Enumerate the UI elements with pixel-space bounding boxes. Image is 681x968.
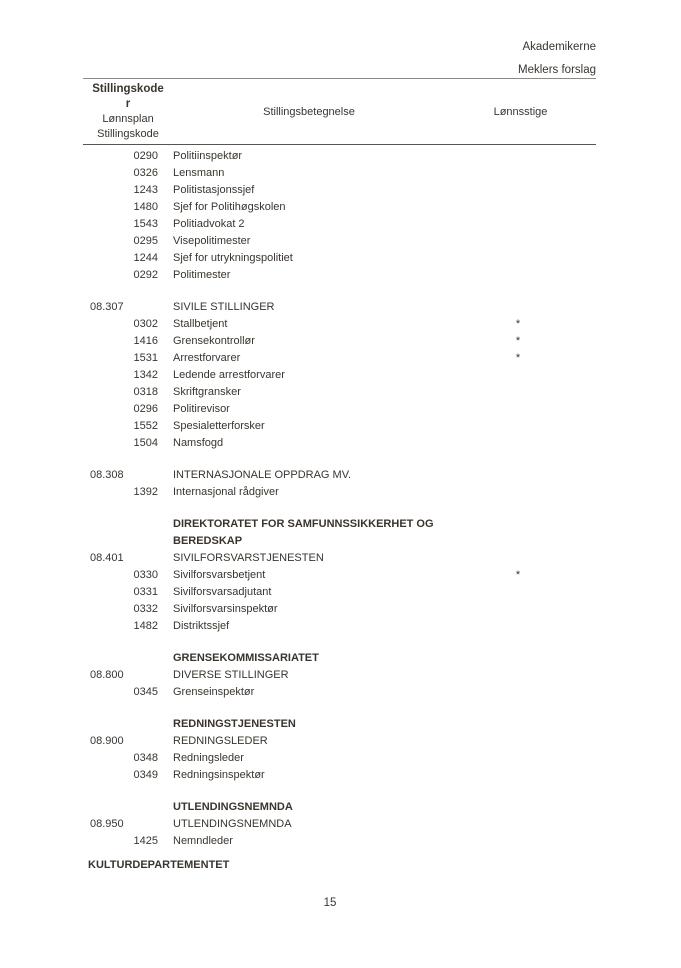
lonnsstige-cell — [440, 667, 596, 684]
stillingskode-cell: 0292 — [133, 269, 158, 281]
betegnelse-cell: DIREKTORATET FOR SAMFUNNSSIKKERHET OG BEREDSKAP — [173, 518, 434, 547]
stillingskode-cell — [131, 516, 158, 550]
betegnelse-cell: Skriftgransker — [173, 386, 241, 398]
table-row — [83, 250, 596, 267]
lonnsplan-cell — [83, 516, 131, 550]
lonnsplan-cell — [83, 367, 131, 384]
lonnsplan-cell: 08.800 — [90, 669, 124, 681]
lonnsplan-cell: 08.950 — [90, 818, 124, 830]
lonnsplan-cell — [83, 401, 131, 418]
lonnsstige-cell — [440, 467, 596, 484]
stillingskode-cell: 0331 — [133, 586, 158, 598]
betegnelse-cell: Redningsleder — [173, 752, 244, 764]
betegnelse-cell: Politimester — [173, 269, 231, 281]
spacer-row — [83, 784, 596, 799]
stillingskode-cell: 0318 — [133, 386, 158, 398]
betegnelse-cell: INTERNASJONALE OPPDRAG MV. — [173, 469, 352, 481]
betegnelse-cell: UTLENDINGSNEMNDA — [173, 818, 292, 830]
lonnsstige-cell — [440, 584, 596, 601]
table-row — [83, 384, 596, 401]
betegnelse-cell: Namsfogd — [173, 437, 224, 449]
stillingskode-cell: 1543 — [133, 218, 158, 230]
betegnelse-cell: Arrestforvarer — [173, 352, 241, 364]
table-row — [83, 467, 596, 484]
table-row — [83, 833, 596, 850]
lonnsstige-cell — [440, 767, 596, 784]
betegnelse-cell: REDNINGSTJENESTEN — [173, 718, 296, 730]
betegnelse-cell: SIVILFORSVARSTJENESTEN — [173, 552, 324, 564]
table-row — [83, 667, 596, 684]
stillingskode-cell: 1416 — [133, 335, 158, 347]
lonnsplan-cell — [83, 684, 131, 701]
lonnsplan-cell — [83, 384, 131, 401]
spacer-row — [83, 701, 596, 716]
betegnelse-cell: Redningsinspektør — [173, 769, 265, 781]
lonnsplan-cell — [83, 716, 131, 733]
table-row — [83, 435, 596, 452]
lonnsplan-cell — [83, 216, 131, 233]
lonnsplan-cell — [83, 199, 131, 216]
stillingskode-cell: 0349 — [133, 769, 158, 781]
stillingskode-cell: 1480 — [133, 201, 158, 213]
lonnsplan-cell — [83, 267, 131, 284]
lonnsstige-cell — [440, 816, 596, 833]
stillingskode-cell — [131, 816, 158, 833]
lonnsstige-cell — [440, 799, 596, 816]
lonnsplan-cell — [83, 833, 131, 850]
lonnsstige-cell: * — [515, 569, 521, 581]
table-row — [83, 401, 596, 418]
lonnsplan-cell — [83, 567, 131, 584]
stillingskode-cell — [131, 716, 158, 733]
table-row — [83, 333, 596, 350]
stillingskode-cell: 1243 — [133, 184, 158, 196]
lonnsstige-cell — [440, 733, 596, 750]
stillingskode-cell: 0290 — [133, 150, 158, 162]
table-row — [83, 816, 596, 833]
page-number: 15 — [323, 897, 337, 909]
lonnsstige-cell — [440, 148, 596, 165]
table-row — [83, 299, 596, 316]
table-row — [83, 516, 596, 550]
spacer-row — [83, 284, 596, 299]
stillingskode-cell: 0295 — [133, 235, 158, 247]
table-row — [83, 733, 596, 750]
betegnelse-cell: REDNINGSLEDER — [173, 735, 268, 747]
betegnelse-cell: Ledende arrestforvarer — [173, 369, 285, 381]
lonnsstige-cell: * — [515, 335, 521, 347]
table-row — [83, 750, 596, 767]
lonnsstige-cell — [440, 550, 596, 567]
table-row — [83, 216, 596, 233]
stillingskode-cell — [131, 667, 158, 684]
lonnsplan-cell: 08.900 — [90, 735, 124, 747]
lonnsplan-cell — [83, 316, 131, 333]
table-header — [83, 78, 596, 145]
lonnsstige-cell — [440, 299, 596, 316]
lonnsstige-cell — [440, 418, 596, 435]
lonnsstige-cell — [440, 384, 596, 401]
betegnelse-cell: Sjef for utrykningspolitiet — [173, 252, 293, 264]
table-row — [83, 684, 596, 701]
lonnsplan-cell — [83, 750, 131, 767]
table-row — [83, 165, 596, 182]
table-row — [83, 601, 596, 618]
lonnsplan-cell — [83, 182, 131, 199]
spacer-row — [83, 501, 596, 516]
lonnsstige-cell — [440, 618, 596, 635]
lonnsplan-cell — [83, 799, 131, 816]
betegnelse-cell: Grenseinspektør — [173, 686, 255, 698]
document-subtitle: Meklers forslag — [518, 64, 596, 76]
stillingskode-cell: 0345 — [133, 686, 158, 698]
lonnsplan-cell — [83, 618, 131, 635]
betegnelse-cell: Nemndleder — [173, 835, 233, 847]
lonnsplan-cell — [83, 165, 131, 182]
betegnelse-cell: Visepolitimester — [173, 235, 251, 247]
lonnsplan-cell: 08.307 — [90, 301, 124, 313]
betegnelse-cell: Stallbetjent — [173, 318, 228, 330]
stillingskode-cell: 1504 — [133, 437, 158, 449]
spacer-row — [83, 635, 596, 650]
lonnsstige-cell — [440, 401, 596, 418]
stillingskode-cell: 0332 — [133, 603, 158, 615]
lonnsplan-cell — [83, 333, 131, 350]
lonnsplan-cell — [83, 767, 131, 784]
column-header-lonnsstige: Lønnsstige — [493, 106, 548, 118]
lonnsplan-cell: 08.401 — [90, 552, 124, 564]
stillingskode-cell: 1244 — [133, 252, 158, 264]
table-row — [83, 267, 596, 284]
table-row — [83, 650, 596, 667]
lonnsstige-cell — [440, 199, 596, 216]
lonnsplan-cell — [83, 148, 131, 165]
table-row — [83, 233, 596, 250]
document-header — [518, 36, 596, 82]
table-row — [83, 567, 596, 584]
department-heading: KULTURDEPARTEMENTET — [88, 859, 230, 871]
stillingskode-cell — [131, 799, 158, 816]
stillingskode-cell — [131, 733, 158, 750]
lonnsstige-cell — [440, 250, 596, 267]
lonnsplan-cell — [83, 250, 131, 267]
stillingskode-cell: 1552 — [133, 420, 158, 432]
stillingskode-cell — [131, 467, 158, 484]
stillingskode-cell: 0326 — [133, 167, 158, 179]
table-row — [83, 148, 596, 165]
table-row — [83, 199, 596, 216]
table-row — [83, 584, 596, 601]
lonnsplan-cell — [83, 418, 131, 435]
stillingskode-cell: 1392 — [133, 486, 158, 498]
column-header-stillingsbetegnelse: Stillingsbetegnelse — [263, 106, 355, 118]
stillingskode-cell: 1342 — [133, 369, 158, 381]
lonnsstige-cell — [440, 484, 596, 501]
betegnelse-cell: GRENSEKOMMISSARIATET — [173, 652, 319, 664]
stillingskode-cell: 1425 — [133, 835, 158, 847]
table-body — [83, 145, 596, 850]
betegnelse-cell: Grensekontrollør — [173, 335, 255, 347]
lonnsplan-cell — [83, 484, 131, 501]
lonnsplan-cell — [83, 233, 131, 250]
betegnelse-cell: Sivilforsvarsbetjent — [173, 569, 266, 581]
table-row — [83, 418, 596, 435]
lonnsstige-cell — [440, 367, 596, 384]
betegnelse-cell: Politirevisor — [173, 403, 230, 415]
stillingskode-cell: 1482 — [133, 620, 158, 632]
stillingskode-cell: 0302 — [133, 318, 158, 330]
table-row — [83, 316, 596, 333]
table-row — [83, 550, 596, 567]
lonnsstige-cell — [440, 165, 596, 182]
stillingskoder-table — [83, 78, 596, 850]
lonnsstige-cell: * — [515, 318, 521, 330]
betegnelse-cell: Sivilforsvarsinspektør — [173, 603, 278, 615]
table-row — [83, 484, 596, 501]
betegnelse-cell: Distriktssjef — [173, 620, 230, 632]
betegnelse-cell: Lensmann — [173, 167, 225, 179]
organization-name: Akademikerne — [522, 41, 596, 53]
lonnsplan-cell — [83, 650, 131, 667]
betegnelse-cell: UTLENDINGSNEMNDA — [173, 801, 293, 813]
lonnsstige-cell — [440, 233, 596, 250]
lonnsplan-cell — [83, 435, 131, 452]
lonnsplan-cell — [83, 584, 131, 601]
betegnelse-cell: Sivilforsvarsadjutant — [173, 586, 272, 598]
lonnsstige-cell: * — [515, 352, 521, 364]
lonnsstige-cell — [440, 182, 596, 199]
table-row — [83, 799, 596, 816]
stillingskode-cell: 1531 — [133, 352, 158, 364]
stillingskode-cell: 0296 — [133, 403, 158, 415]
table-row — [83, 367, 596, 384]
lonnsstige-cell — [440, 750, 596, 767]
lonnsstige-cell — [440, 601, 596, 618]
betegnelse-cell: SIVILE STILLINGER — [173, 301, 275, 313]
betegnelse-cell: Sjef for Politihøgskolen — [173, 201, 286, 213]
lonnsstige-cell — [440, 684, 596, 701]
betegnelse-cell: Politiadvokat 2 — [173, 218, 245, 230]
lonnsplan-cell — [83, 601, 131, 618]
lonnsstige-cell — [440, 516, 596, 550]
table-row — [83, 618, 596, 635]
betegnelse-cell: Politistasjonssjef — [173, 184, 255, 196]
spacer-row — [83, 452, 596, 467]
lonnsstige-cell — [440, 650, 596, 667]
lonnsstige-cell — [440, 216, 596, 233]
lonnsstige-cell — [440, 716, 596, 733]
betegnelse-cell: Politiinspektør — [173, 150, 243, 162]
column-header-stillingskoder: Stillingskode r Lønnsplan Stillingskode — [92, 83, 164, 140]
stillingskode-cell: 0348 — [133, 752, 158, 764]
betegnelse-cell: Internasjonal rådgiver — [173, 486, 279, 498]
table-row — [83, 716, 596, 733]
table-row — [83, 350, 596, 367]
stillingskode-cell — [131, 550, 158, 567]
lonnsstige-cell — [440, 267, 596, 284]
betegnelse-cell: Spesialetterforsker — [173, 420, 265, 432]
table-row — [83, 767, 596, 784]
lonnsstige-cell — [440, 435, 596, 452]
lonnsplan-cell — [83, 350, 131, 367]
stillingskode-cell — [131, 650, 158, 667]
lonnsplan-cell: 08.308 — [90, 469, 124, 481]
betegnelse-cell: DIVERSE STILLINGER — [173, 669, 289, 681]
lonnsstige-cell — [440, 833, 596, 850]
table-row — [83, 182, 596, 199]
stillingskode-cell: 0330 — [133, 569, 158, 581]
stillingskode-cell — [131, 299, 158, 316]
